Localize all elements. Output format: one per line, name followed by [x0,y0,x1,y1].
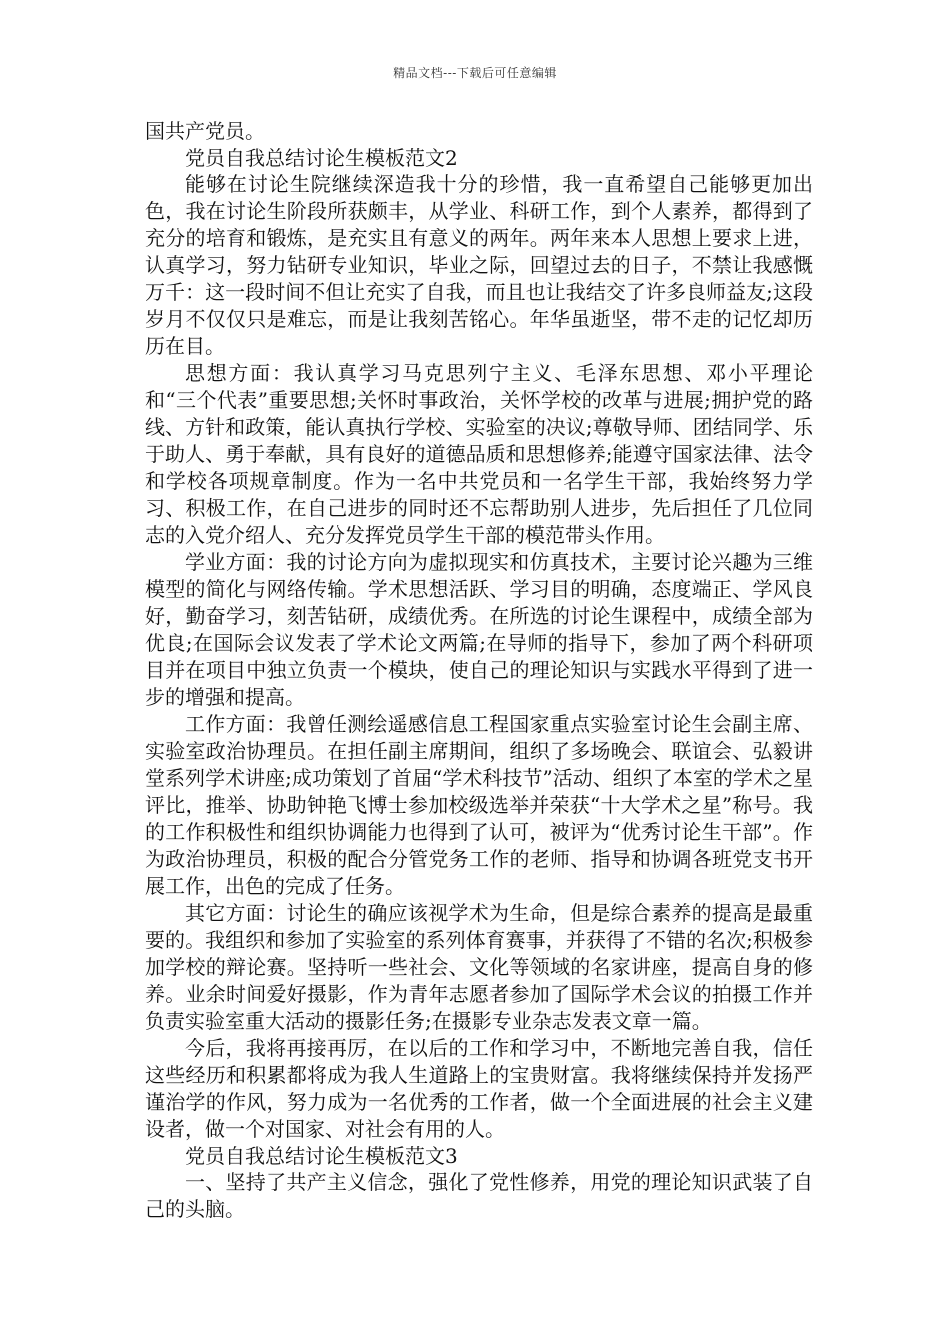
paragraph-other: 其它方面：讨论生的确应该视学术为生命，但是综合素养的提高是最重要的。我组织和参加了实验室的系列体育赛事，并获得了不错的名次;积极参加学校的辩论赛。坚持听一些社会、文化等领域的名家讲座，提高自身的修养。业余时间爱好摄影，作为青年志愿者参加了国际学术会议的拍摄工作并负责实验室重大活动的摄影任务;在摄影专业杂志发表文章一篇。 [145,901,813,1033]
paragraph-thought: 思想方面：我认真学习马克思列宁主义、毛泽东思想、邓小平理论和“三个代表”重要思想;关怀时事政治，关怀学校的改革与进展;拥护党的路线、方针和政策，能认真执行学校、实验室的决议;尊敬导师、团结同学、乐于助人、勇于奉献，具有良好的道德品质和思想修养;能遵守国家法律、法令和学校各项规章制度。作为一名中共党员和一名学生干部，我始终努力学习、积极工作，在自己进步的同时还不忘帮助别人进步，先后担任了几位同志的入党介绍人、充分发挥党员学生干部的模范带头作用。 [145,361,813,547]
paragraph-study: 学业方面：我的讨论方向为虚拟现实和仿真技术，主要讨论兴趣为三维模型的简化与网络传输。学术思想活跃、学习目的明确，态度端正、学风良好，勤奋学习，刻苦钻研，成绩优秀。在所选的讨论生课程中，成绩全部为优良;在国际会议发表了学术论文两篇;在导师的指导下，参加了两个科研项目并在项目中独立负责一个模块，使自己的理论知识与实践水平得到了进一步的增强和提高。 [145,550,813,709]
page-header: 精品文档---下载后可任意编辑 [393,66,557,80]
paragraph-intro: 能够在讨论生院继续深造我十分的珍惜，我一直希望自己能够更加出色，我在讨论生阶段所获颇丰，从学业、科研工作，到个人素养，都得到了充分的培育和锻炼，是充实且有意义的两年。两年来本人思想上要求上进，认真学习，努力钻研专业知识，毕业之际，回望过去的日子，不禁让我感慨万千：这一段时间不但让充实了自我，而且也让我结交了许多良师益友;这段岁月不仅仅只是难忘，而是让我刻苦铭心。年华虽逝坚，带不走的记忆却历历在目。 [145,172,813,358]
section-title-2: 党员自我总结讨论生模板范文2 [185,146,458,170]
paragraph-future: 今后，我将再接再厉，在以后的工作和学习中，不断地完善自我，信任这些经历和积累都将成为我人生道路上的宝贵财富。我将继续保持并发扬严谨治学的作风，努力成为一名优秀的工作者，做一个全面进展的社会主义建设者，做一个对国家、对社会有用的人。 [145,1036,813,1141]
continuation-text: 国共产党员。 [145,119,265,143]
section-title-3: 党员自我总结讨论生模板范文3 [185,1144,458,1168]
document-body [145,118,813,1223]
paragraph-item-1: 一、坚持了共产主义信念，强化了党性修养，用党的理论知识武装了自己的头脑。 [145,1170,813,1221]
paragraph-work: 工作方面：我曾任测绘遥感信息工程国家重点实验室讨论生会副主席、实验室政治协理员。在担任副主席期间，组织了多场晚会、联谊会、弘毅讲堂系列学术讲座;成功策划了首届“学术科技节”活动、组织了本室的学术之星评比，推举、协助钟艳飞博士参加校级选举并荣获“十大学术之星”称号。我的工作积极性和组织协调能力也得到了认可，被评为“优秀讨论生干部”。作为政治协理员，积极的配合分管党务工作的老师、指导和协调各班党支书开展工作，出色的完成了任务。 [145,712,813,898]
